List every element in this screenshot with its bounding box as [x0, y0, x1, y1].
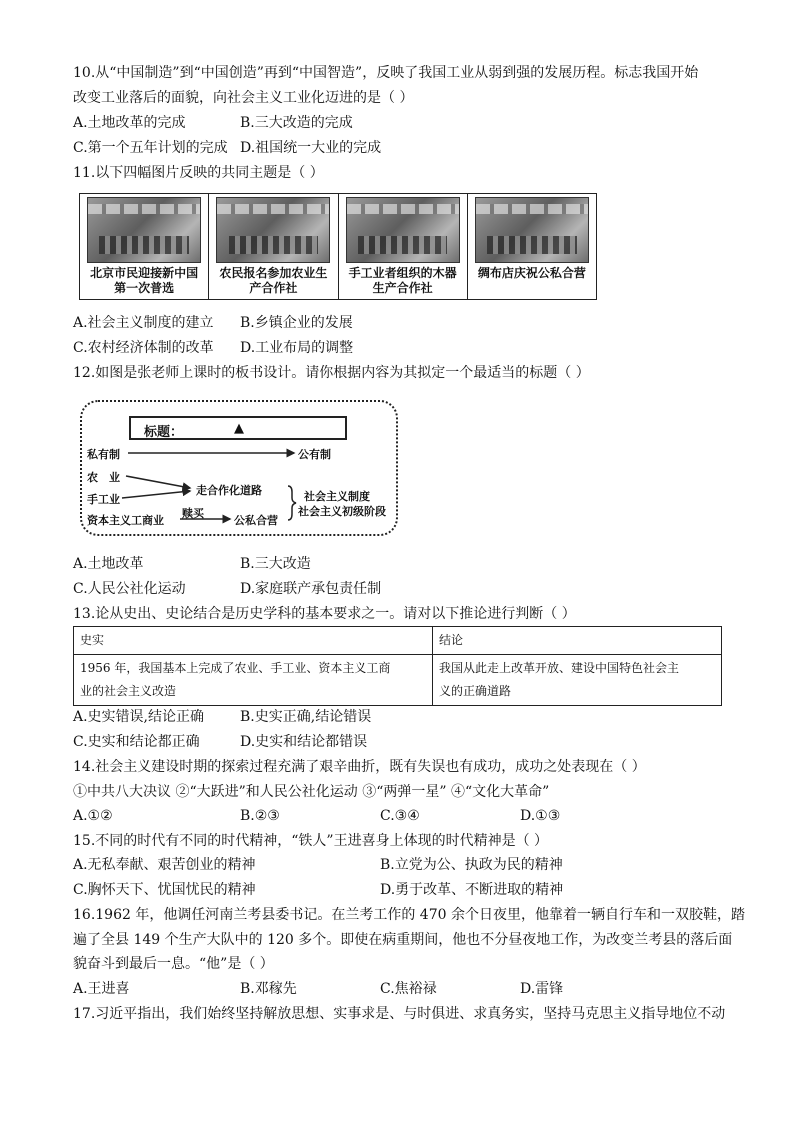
- board-agriculture: 农 业: [87, 471, 120, 484]
- q15-option-c: C.胸怀天下、忧国忧民的精神: [73, 882, 256, 898]
- q15-option-d: D.勇于改革、不断进取的精神: [380, 882, 564, 898]
- q16-option-c: C.焦裕禄: [380, 981, 437, 997]
- q14-option-c: C.③④: [380, 808, 420, 824]
- board-handicraft: 手工业: [87, 493, 120, 506]
- q11-photo-election: [87, 197, 201, 263]
- q13-conclusion-cell: 我国从此走上改革开放、建设中国特色社会主 义的正确道路: [433, 655, 722, 706]
- q11-picture-cell: [468, 194, 596, 299]
- q16-stem-line1: 16.1962 年，他调任河南兰考县委书记。在兰考工作的 470 余个日夜里，他靠着一辆自行车和一双胶鞋，踏: [73, 907, 745, 923]
- arrow-handicraft: [122, 491, 190, 498]
- q17-stem-line1: 17.习近平指出，我们始终坚持解放思想、实事求是、与时俱进、求真务实，坚持马克思主义指导地位不动: [73, 1006, 726, 1022]
- q11-picture-cell: [339, 194, 468, 299]
- q11-option-d: D.工业布局的调整: [240, 340, 354, 356]
- q13-option-c: C.史实和结论都正确: [73, 734, 200, 750]
- q14-items: ①中共八大决议 ②“大跃进”和人民公社化运动 ③“两弹一星” ④“文化大革命”: [73, 784, 550, 800]
- q12-option-a: A.土地改革: [73, 556, 144, 572]
- q12-blackboard-diagram: [80, 400, 398, 536]
- q11-picture-cell: [209, 194, 338, 299]
- q13-fact-cell: 1956 年，我国基本上完成了农业、手工业、资本主义工商 业的社会主义改造: [74, 655, 433, 706]
- q10-stem-line2: 改变工业落后的面貌，向社会主义工业化迈进的是（ ）: [73, 90, 414, 106]
- q16-stem-line2: 遍了全县 149 个生产大队中的 120 多个。即使在病重期间，他也不分昼夜地工作，为改变兰考县的落后面: [73, 932, 733, 948]
- q11-option-c: C.农村经济体制的改革: [73, 340, 214, 356]
- q11-photo-woodwork: [346, 197, 460, 263]
- board-primary-stage: 社会主义初级阶段: [298, 505, 386, 518]
- q11-caption: 北京市民迎接新中国 第一次普选: [90, 266, 199, 295]
- q16-stem-line3: 貌奋斗到最后一息。“他”是（ ）: [73, 956, 274, 972]
- board-coop-road: 走合作化道路: [196, 484, 262, 497]
- q10-stem-line1: 10.从“中国制造”到“中国创造”再到“中国智造”，反映了我国工业从弱到强的发展历程。标志我国开始: [73, 65, 699, 81]
- q13-header-conclusion: 结论: [433, 627, 722, 655]
- board-public: 公有制: [298, 448, 331, 461]
- q11-photo-silk-store: [475, 197, 589, 263]
- q13-stem: 13.论从史出、史论结合是历史学科的基本要求之一。请对以下推论进行判断（ ）: [73, 606, 576, 622]
- q15-option-a: A.无私奉献、艰苦创业的精神: [73, 857, 256, 873]
- q15-stem: 15.不同的时代有不同的时代精神，“铁人”王进喜身上体现的时代精神是（ ）: [73, 833, 549, 849]
- q12-option-b: B.三大改造: [240, 556, 311, 572]
- board-title-triangle: ▲: [234, 421, 244, 436]
- q10-option-b: B.三大改造的完成: [240, 115, 353, 131]
- board-socialist-system: 社会主义制度: [304, 490, 370, 503]
- q11-option-a: A.社会主义制度的建立: [73, 315, 214, 331]
- q14-option-b: B.②③: [240, 808, 280, 824]
- q10-option-c: C.第一个五年计划的完成: [73, 140, 228, 156]
- board-joint-venture: 公私合营: [234, 514, 278, 527]
- q16-option-d: D.雷锋: [520, 981, 564, 997]
- q12-stem: 12.如图是张老师上课时的板书设计。请你根据内容为其拟定一个最适当的标题（ ）: [73, 365, 590, 381]
- q11-option-b: B.乡镇企业的发展: [240, 315, 353, 331]
- q12-option-c: C.人民公社化运动: [73, 581, 186, 597]
- brace: [288, 486, 296, 520]
- q11-caption: 农民报名参加农业生 产合作社: [219, 266, 328, 295]
- q13-option-b: B.史实正确,结论错误: [240, 709, 372, 725]
- q16-option-b: B.邓稼先: [240, 981, 297, 997]
- q16-option-a: A.王进喜: [73, 981, 130, 997]
- q13-option-a: A.史实错误,结论正确: [73, 709, 205, 725]
- q11-picture-cell: [80, 194, 209, 299]
- arrow-agriculture: [126, 476, 190, 488]
- q13-fact-conclusion-table: [73, 626, 722, 706]
- q10-option-a: A.土地改革的完成: [73, 115, 186, 131]
- q11-picture-table: [79, 193, 597, 300]
- q14-stem: 14.社会主义建设时期的探索过程充满了艰辛曲折，既有失误也有成功，成功之处表现在（ ）: [73, 759, 646, 775]
- q14-option-a: A.①②: [73, 808, 113, 824]
- q13-option-d: D.史实和结论都错误: [240, 734, 368, 750]
- q15-option-b: B.立党为公、执政为民的精神: [380, 857, 563, 873]
- q14-option-d: D.①③: [520, 808, 561, 824]
- board-capitalist: 资本主义工商业: [87, 514, 164, 527]
- q12-option-d: D.家庭联产承包责任制: [240, 581, 382, 597]
- q11-stem: 11.以下四幅图片反映的共同主题是（ ）: [73, 165, 324, 181]
- q13-header-fact: 史实: [74, 627, 433, 655]
- q11-caption: 手工业者组织的木器 生产合作社: [348, 266, 457, 295]
- q11-photo-farmers: [216, 197, 330, 263]
- q11-caption: 绸布店庆祝公私合营: [477, 266, 586, 280]
- board-title-label: 标题：: [144, 425, 184, 440]
- q10-option-d: D.祖国统一大业的完成: [240, 140, 382, 156]
- board-private: 私有制: [87, 448, 120, 461]
- board-redeem: 赎买: [182, 507, 204, 520]
